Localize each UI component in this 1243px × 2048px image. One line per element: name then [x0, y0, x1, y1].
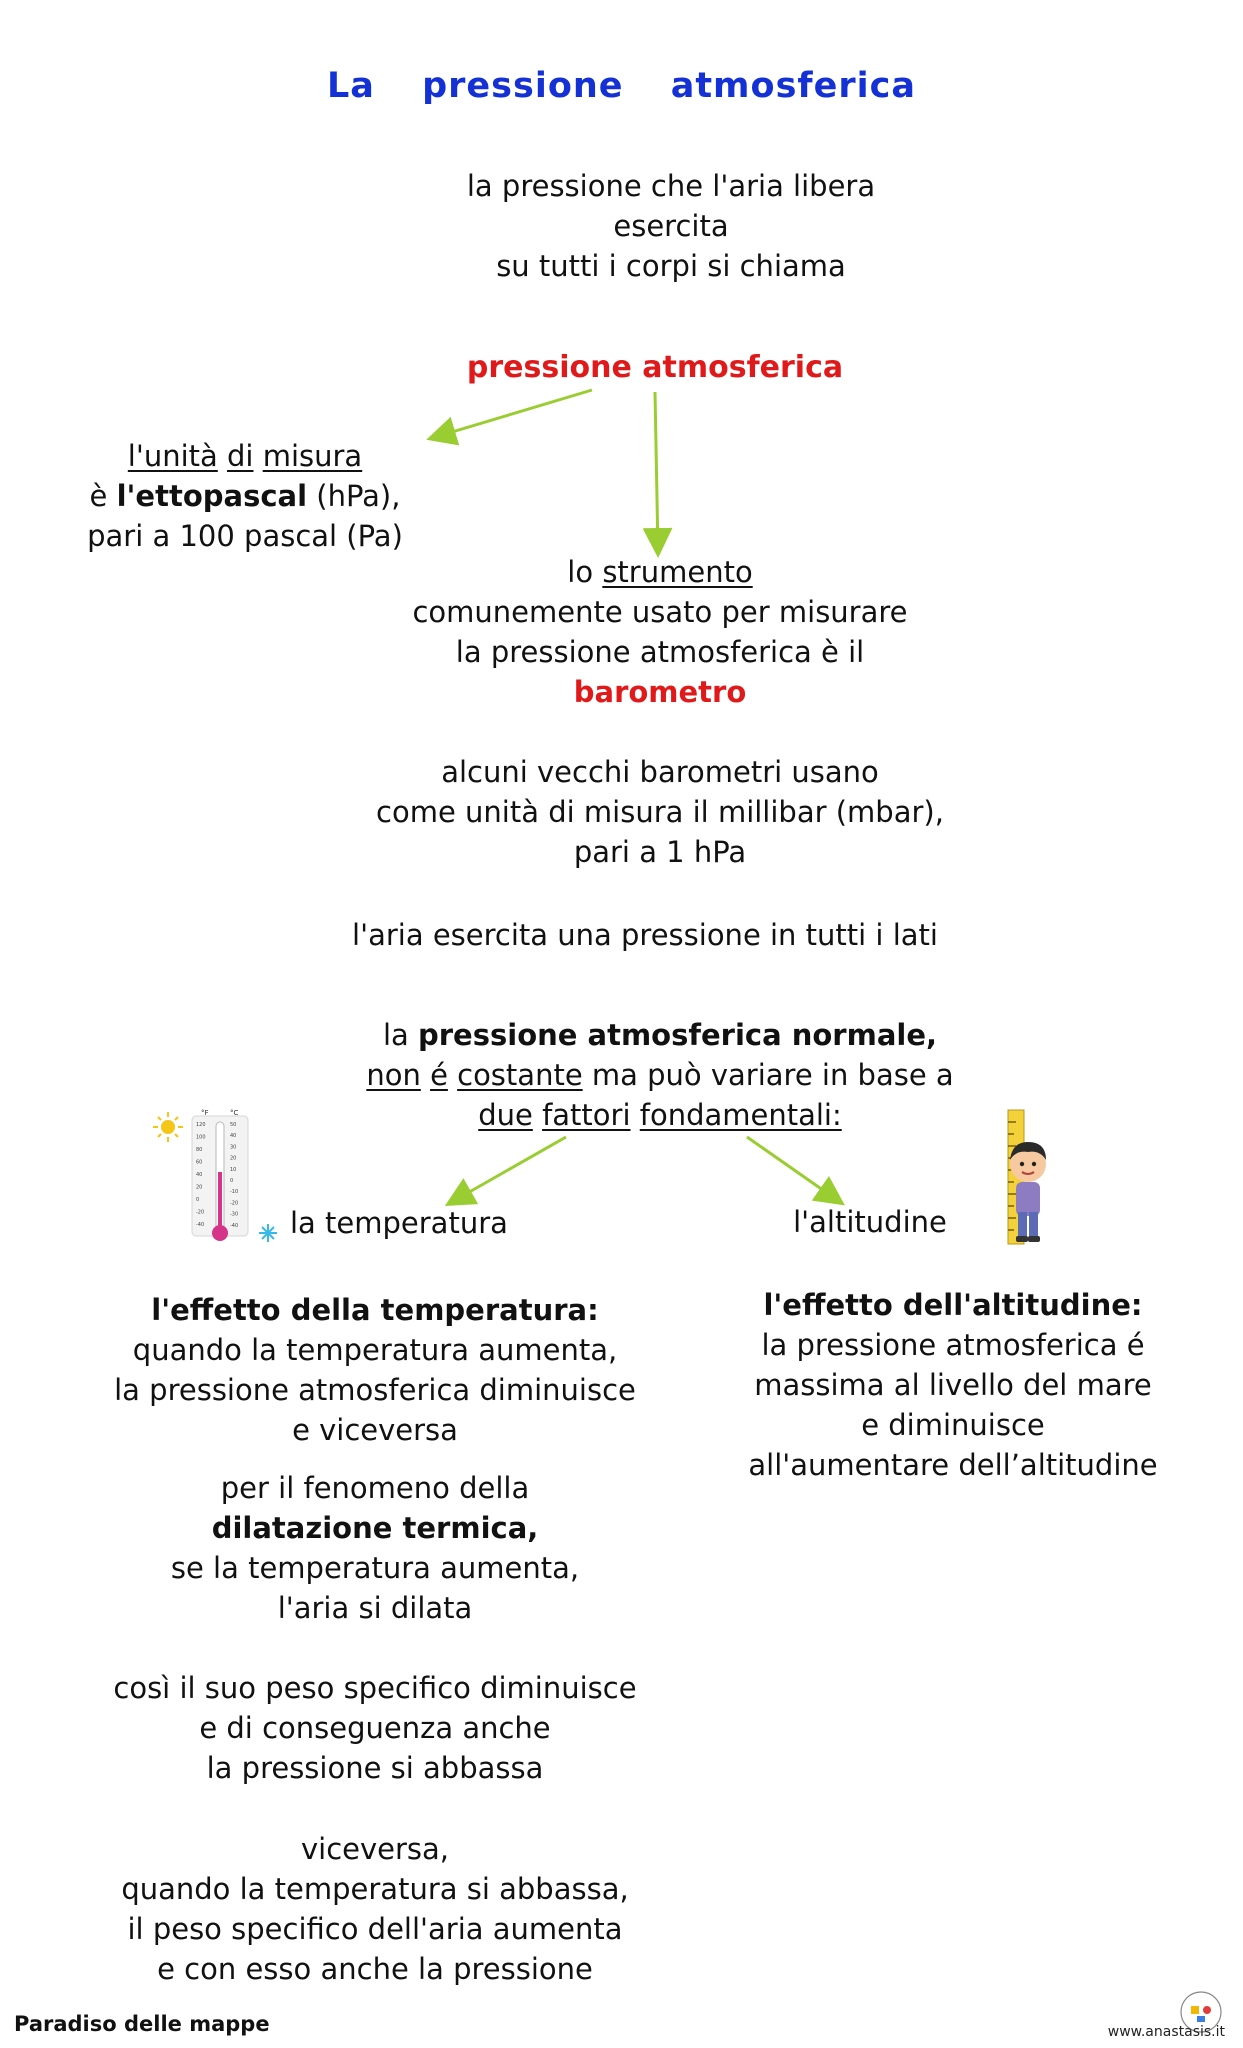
unit-line-3: pari a 100 pascal (Pa): [87, 519, 403, 553]
footer-brand: Paradiso delle mappe: [14, 2012, 270, 2036]
scale-f-tick-label: 100: [196, 1134, 206, 1141]
sun-icon: [153, 1112, 183, 1142]
scale-f-tick-label: -20: [196, 1209, 205, 1216]
specific-weight-block: [70, 1668, 680, 1788]
scale-c-tick-label: 10: [230, 1166, 237, 1173]
arrow-to-temperature: [450, 1137, 566, 1203]
altitude-effect-line: e diminuisce: [861, 1408, 1045, 1442]
scale-c-tick-label: 0: [230, 1178, 234, 1184]
vice-versa-line: viceversa,: [300, 1832, 450, 1866]
normal-bold: pressione atmosferica normale,: [418, 1018, 938, 1052]
intro-text: [321, 166, 1021, 286]
factor-temperature: la temperatura: [290, 1206, 508, 1240]
scale-c-tick-label: 40: [230, 1133, 237, 1140]
temperature-effect-line: e viceversa: [292, 1413, 458, 1447]
unit-bold: l'ettopascal: [116, 479, 308, 513]
svg-text:°F: °F: [201, 1109, 209, 1117]
normal-word: ma può variare in base a: [591, 1058, 954, 1092]
unit-word: è: [89, 479, 108, 513]
vice-versa-line: il peso specifico dell'aria aumenta: [127, 1912, 623, 1946]
specific-weight-line: e di conseguenza anche: [199, 1711, 551, 1745]
instrument-line-3: la pressione atmosferica è il: [455, 635, 865, 669]
svg-text:°C: °C: [230, 1109, 239, 1117]
temperature-effect-line: la pressione atmosferica diminuisce: [114, 1373, 636, 1407]
normal-line-3: [300, 1095, 1020, 1135]
dilatation-block: [70, 1468, 680, 1628]
unit-word: (hPa),: [316, 479, 401, 513]
instrument-line-2: comunemente usato per misurare: [412, 595, 908, 629]
normal-word: non: [366, 1058, 421, 1092]
scale-f-tick-label: 120: [196, 1122, 206, 1128]
arrow-to-instrument: [655, 392, 658, 552]
intro-line: esercita: [613, 209, 729, 243]
scale-f-tick-label: 0: [196, 1197, 200, 1203]
altitude-effect-block: [708, 1285, 1198, 1485]
unit-line-1: [40, 436, 450, 476]
normal-word: la: [382, 1018, 409, 1052]
factor-altitude: l'altitudine: [793, 1205, 947, 1239]
dilatation-line: l'aria si dilata: [277, 1591, 473, 1625]
boy-height-icon: [992, 1108, 1062, 1246]
normal-line-2: [300, 1055, 1020, 1095]
normal-word: fattori: [542, 1098, 631, 1132]
dilatation-bold: dilatazione termica,: [211, 1511, 539, 1545]
scale-c-tick-label: 50: [230, 1122, 237, 1128]
instrument-block: [350, 552, 970, 712]
vice-versa-block: [70, 1829, 680, 1989]
scale-f-tick-label: 80: [196, 1147, 203, 1153]
altitude-effect-heading: l'effetto dell'altitudine:: [763, 1288, 1143, 1322]
scale-f-tick-label: 40: [196, 1172, 203, 1178]
dilatation-line: se la temperatura aumenta,: [170, 1551, 580, 1585]
normal-pressure-block: [300, 1015, 1020, 1135]
unit-block: [40, 436, 450, 556]
scale-c-tick-label: -20: [230, 1200, 239, 1207]
instrument-word: lo: [567, 555, 594, 589]
altitude-effect-line: all'aumentare dell’altitudine: [748, 1448, 1158, 1482]
thermometer-icon: [150, 1108, 290, 1246]
normal-word: é: [430, 1058, 448, 1092]
vice-versa-line: e con esso anche la pressione: [157, 1952, 593, 1986]
millibar-block: [300, 752, 1020, 872]
specific-weight-line: la pressione si abbassa: [206, 1751, 544, 1785]
scale-c-tick-label: 20: [230, 1155, 237, 1162]
normal-line-1: [300, 1015, 1020, 1055]
instrument-barometer: barometro: [573, 675, 747, 709]
unit-word: di: [227, 439, 254, 473]
arrow-to-altitude: [747, 1137, 840, 1202]
millibar-line: pari a 1 hPa: [573, 835, 747, 869]
scale-c-tick-label: 30: [230, 1144, 237, 1151]
millibar-line: alcuni vecchi barometri usano: [441, 755, 879, 789]
central-concept: pressione atmosferica: [466, 350, 844, 385]
page-title: La pressione atmosferica: [327, 66, 916, 106]
instrument-word: strumento: [602, 555, 753, 589]
instrument-line-1: [350, 552, 970, 592]
temperature-effect-line: quando la temperatura aumenta,: [132, 1333, 618, 1367]
specific-weight-line: così il suo peso specifico diminuisce: [113, 1671, 637, 1705]
normal-word: due: [478, 1098, 533, 1132]
intro-line: su tutti i corpi si chiama: [496, 249, 846, 283]
scale-c-tick-label: -40: [230, 1222, 239, 1229]
vice-versa-line: quando la temperatura si abbassa,: [121, 1872, 629, 1906]
unit-word: misura: [262, 439, 363, 473]
snowflake-icon: [259, 1224, 277, 1242]
normal-word: costante: [457, 1058, 583, 1092]
arrow-to-unit: [432, 390, 592, 438]
scale-c-tick-label: -30: [230, 1211, 239, 1218]
altitude-effect-line: la pressione atmosferica é: [761, 1328, 1145, 1362]
scale-c-tick-label: -10: [230, 1189, 239, 1196]
unit-word: l'unità: [127, 439, 218, 473]
unit-line-2: [40, 476, 450, 516]
scale-f-tick-label: -40: [196, 1222, 205, 1228]
scale-f-tick-label: 60: [196, 1159, 203, 1166]
dilatation-line: per il fenomeno della: [220, 1471, 530, 1505]
altitude-effect-line: massima al livello del mare: [754, 1368, 1152, 1402]
footer-url[interactable]: www.anastasis.it: [1107, 2024, 1225, 2040]
temperature-effect-block: [70, 1290, 680, 1450]
intro-line: la pressione che l'aria libera: [466, 169, 876, 203]
millibar-line: come unità di misura il millibar (mbar),: [376, 795, 944, 829]
sides-text: l'aria esercita una pressione in tutti i lati: [352, 918, 938, 952]
scale-f-tick-label: 20: [196, 1184, 203, 1191]
temperature-effect-heading: l'effetto della temperatura:: [151, 1293, 599, 1327]
normal-word: fondamentali:: [639, 1098, 842, 1132]
